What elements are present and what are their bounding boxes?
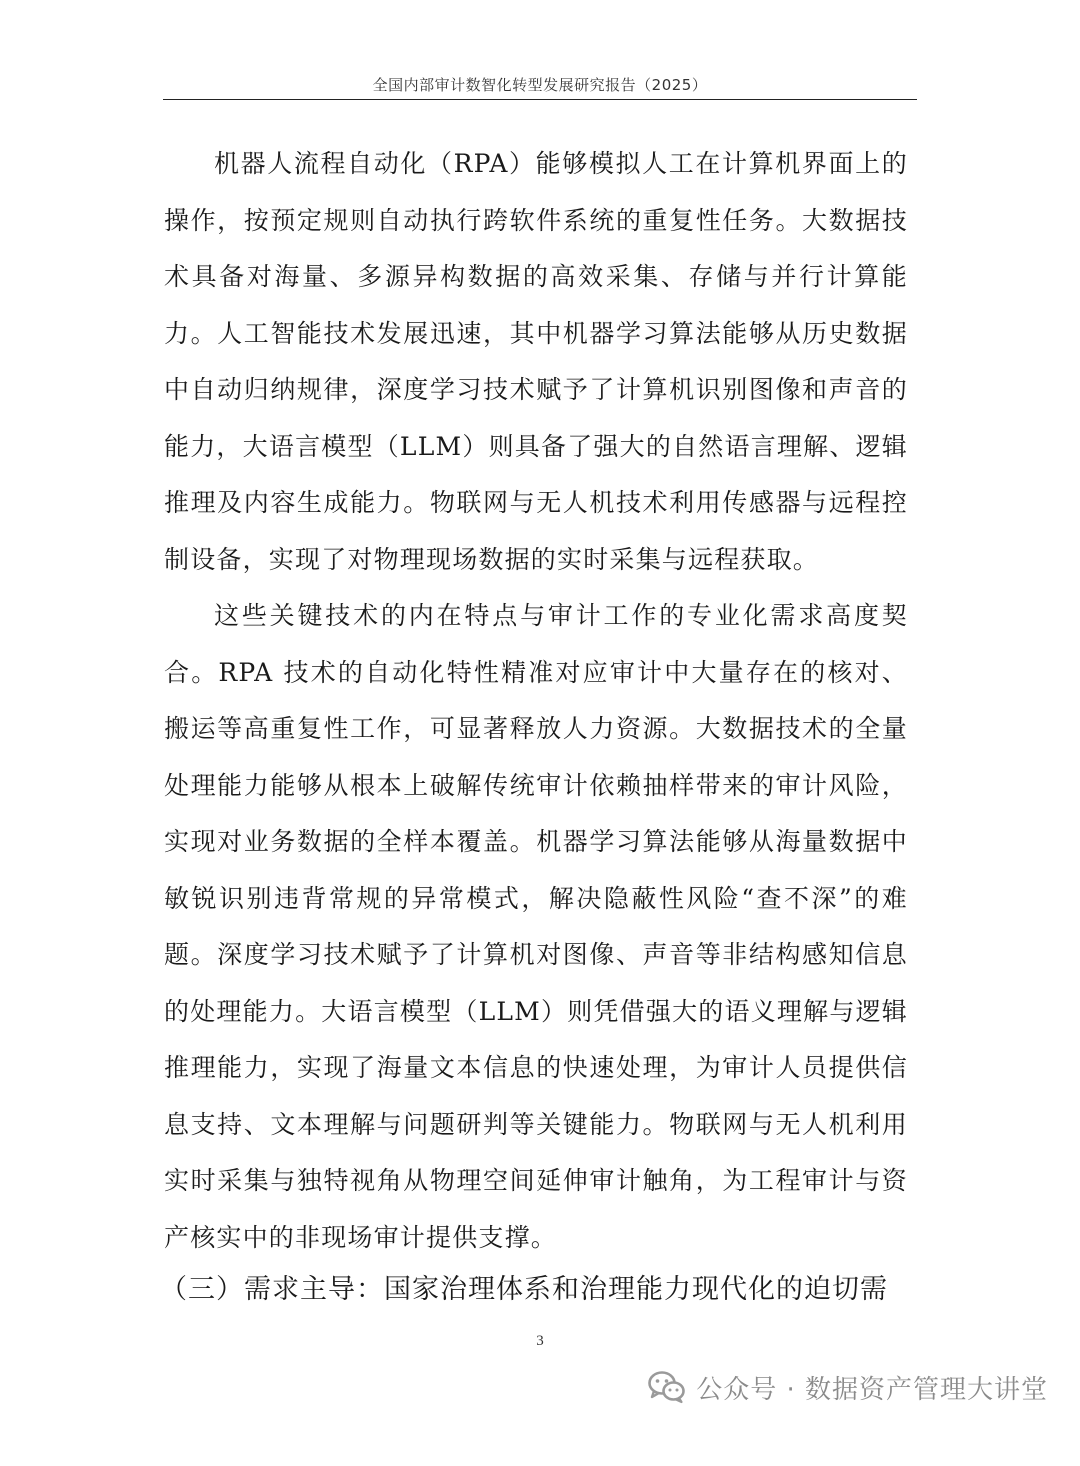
header-divider <box>163 99 917 100</box>
body-text <box>164 136 908 1266</box>
paragraph-audit-fit: 这些关键技术的内在特点与审计工作的专业化需求高度契合。RPA 技术的自动化特性精准对应审计中大量存在的核对、搬运等高重复性工作，可显著释放人力资源。大数据技术的全量处理能力能够从根本上破解传统审计依赖抽样带来的审计风险，实现对业务数据的全样本覆盖。机器学习算法能够从海量数据中敏锐识别违背常规的异常模式，解决隐蔽性风险“查不深”的难题。深度学习技术赋予了计算机对图像、声音等非结构感知信息的处理能力。大语言模型（LLM）则凭借强大的语义理解与逻辑推理能力，实现了海量文本信息的快速处理，为审计人员提供信息支持、文本理解与问题研判等关键能力。物联网与无人机利用实时采集与独特视角从物理空间延伸审计触角，为工程审计与资产核实中的非现场审计提供支撑。 <box>164 601 908 1252</box>
watermark-text: 公众号 · 数据资产管理大讲堂 <box>696 1374 1048 1405</box>
section-heading: （三）需求主导：国家治理体系和治理能力现代化的迫切需 <box>160 1274 888 1305</box>
wechat-icon <box>648 1370 686 1404</box>
page-number: 3 <box>536 1333 544 1349</box>
watermark <box>648 1366 1048 1408</box>
paragraph-technologies: 机器人流程自动化（RPA）能够模拟人工在计算机界面上的操作，按预定规则自动执行跨软件系统的重复性任务。大数据技术具备对海量、多源异构数据的高效采集、存储与并行计算能力。人工智能技术发展迅速，其中机器学习算法能够从历史数据中自动归纳规律，深度学习技术赋予了计算机识别图像和声音的能力，大语言模型（LLM）则具备了强大的自然语言理解、逻辑推理及内容生成能力。物联网与无人机技术利用传感器与远程控制设备，实现了对物理现场数据的实时采集与远程获取。 <box>164 149 908 574</box>
running-header-title: 全国内部审计数智化转型发展研究报告（2025） <box>372 76 708 94</box>
